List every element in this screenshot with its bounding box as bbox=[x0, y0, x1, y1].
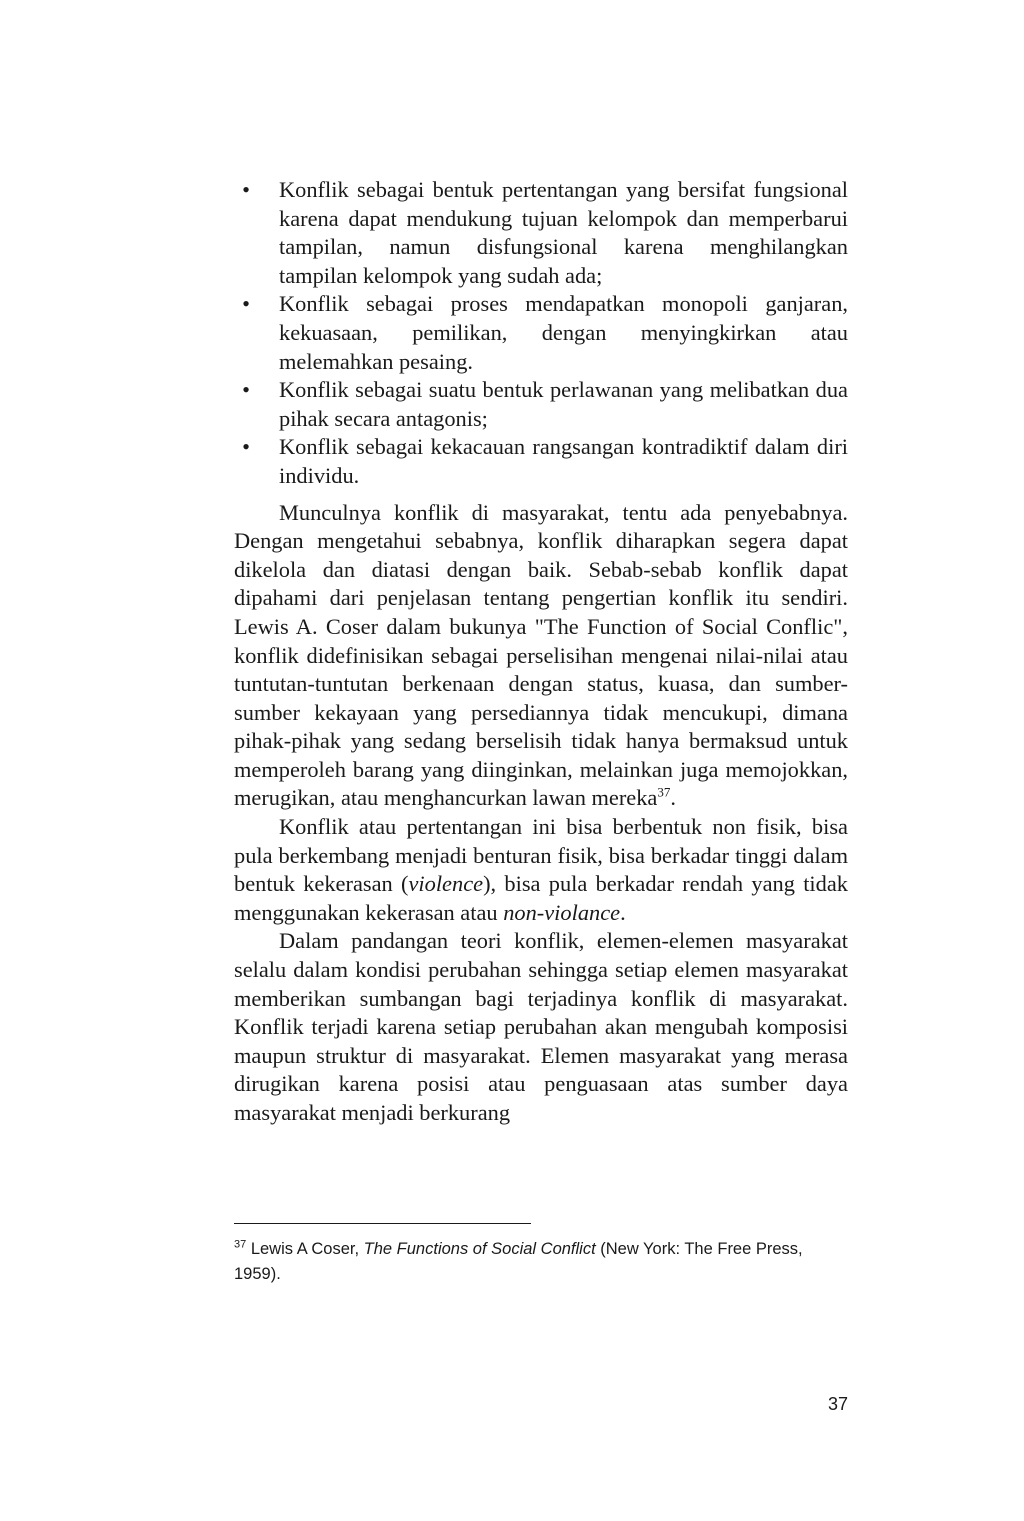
bullet-item bbox=[234, 290, 848, 376]
footnote-details: (New York: The Free Press, 1959). bbox=[234, 1240, 803, 1283]
footnote-number: 37 bbox=[234, 1238, 247, 1251]
bullet-item bbox=[234, 176, 848, 290]
bullet-dot-icon: • bbox=[242, 177, 250, 202]
bullet-list bbox=[234, 176, 848, 491]
paragraph-theory-text: Dalam pandangan teori konflik, elemen-elemen masyarakat selalu dalam kondisi perubahan sehingga setiap elemen masyarakat memberikan sumbangan bagi terjadinya konflik di masyarakat. Konflik terjadi karena setiap perubahan akan mengubah komposisi maupun struktur di masyarakat. Elemen masyarakat yang merasa dirugikan karena posisi atau penguasaan atas sumber daya masyarakat menjadi berkurang bbox=[234, 928, 848, 1125]
footnote-author: Lewis A Coser, bbox=[246, 1240, 364, 1258]
paragraph-forms-text-a: Konflik atau pertentangan ini bisa berbentuk non fisik, bisa pula berkembang menjadi benturan fisik, bisa berkadar tinggi dalam bentuk kekerasan ( bbox=[234, 814, 848, 897]
bullet-text: Konflik sebagai suatu bentuk perlawanan yang melibatkan dua pihak secara antagonis; bbox=[279, 377, 848, 431]
paragraph-theory bbox=[234, 927, 848, 1127]
bullet-item bbox=[234, 433, 848, 490]
paragraph-causes bbox=[234, 499, 848, 814]
bullet-dot-icon: • bbox=[242, 291, 250, 317]
bullet-text: Konflik sebagai bentuk pertentangan yang bersifat fungsional karena dapat mendukung tujuan kelompok dan memperbarui tampilan, namun disfungsional karena menghilangkan tampilan kelompok yang sudah ada; bbox=[279, 177, 848, 288]
term-violence: violence bbox=[408, 871, 484, 897]
page-body bbox=[234, 176, 848, 1128]
term-non-violance: non-violance bbox=[503, 899, 621, 925]
paragraph-causes-text: Munculnya konflik di masyarakat, tentu ada penyebabnya. Dengan mengetahui sebabnya, konflik diharapkan segera dapat dikelola dan diatasi dengan baik. Sebab-sebab konflik dapat dipahami dari penjelasan tentang pengertian konflik itu sendiri. Lewis A. Coser dalam bukunya "The Function of Social Conflic", konflik didefinisikan sebagai perselisihan mengenai nilai-nilai atau tuntutan-tuntutan berkenaan dengan status, kuasa, dan sumber-sumber kekayaan yang persediannya tidak mencukupi, dimana pihak-pihak yang sedang berselisih tidak hanya bermaksud untuk memperoleh barang yang diinginkan, melainkan juga memojokkan, merugikan, atau menghancurkan lawan mereka bbox=[234, 499, 848, 811]
bullet-text: Konflik sebagai kekacauan rangsangan kontradiktif dalam diri individu. bbox=[279, 434, 848, 488]
bullet-dot-icon: • bbox=[242, 434, 250, 460]
footnote-title: The Functions of Social Conflict bbox=[363, 1240, 596, 1258]
page-number: 37 bbox=[827, 1394, 848, 1414]
bullet-text: Konflik sebagai proses mendapatkan monopoli ganjaran, kekuasaan, pemilikan, dengan menyingkirkan atau melemahkan pesaing. bbox=[279, 291, 848, 374]
footnote-reference[interactable]: 37 bbox=[657, 785, 671, 800]
footnote bbox=[234, 1237, 848, 1286]
paragraph-forms-text-c: . bbox=[620, 899, 626, 925]
footnote-divider bbox=[234, 1223, 531, 1224]
paragraph-causes-end: . bbox=[670, 785, 676, 811]
paragraph-forms bbox=[234, 813, 848, 927]
paragraph-forms-text-b: ), bisa pula berkadar rendah yang tidak menggunakan kekerasan atau bbox=[234, 871, 848, 925]
bullet-item bbox=[234, 376, 848, 433]
bullet-dot-icon: • bbox=[242, 377, 250, 403]
